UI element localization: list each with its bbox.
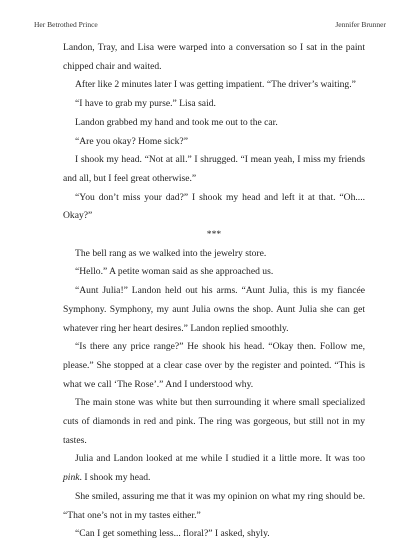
paragraph: I shook my head. “Not at all.” I shrugged. “I mean yeah, I miss my friends and all, but I feel great otherwise.” bbox=[63, 154, 365, 184]
header-book-title: Her Betrothed Prince bbox=[34, 20, 98, 29]
scene-break: *** bbox=[206, 229, 222, 241]
paragraph: After like 2 minutes later I was getting impatient. “The driver’s waiting.” bbox=[75, 79, 356, 91]
paragraph: “Are you okay? Home sick?” bbox=[75, 135, 188, 147]
paragraph: “Can I get something less... floral?” I asked, shyly. bbox=[75, 528, 270, 540]
julia-lead: Julia and Landon looked at me while I studied it a little more. It was too bbox=[75, 453, 365, 465]
paragraph: The bell rang as we walked into the jewelry store. bbox=[75, 247, 267, 259]
paragraph: Landon, Tray, and Lisa were warped into a conversation so I sat in the paint chipped chair and waited. bbox=[63, 42, 365, 72]
header-author: Jennifer Brunner bbox=[335, 20, 386, 29]
paragraph-julia bbox=[63, 450, 365, 487]
paragraph: “Hello.” A petite woman said as she approached us. bbox=[75, 266, 274, 278]
paragraph: “I have to grab my purse.” Lisa said. bbox=[75, 98, 216, 110]
page-body bbox=[63, 39, 365, 544]
paragraph: “Is there any price range?” He shook his head. “Okay then. Follow me, please.” She stopped at a clear case over by the register and pointed. “This is what we call ‘The Rose’.” And I understood why. bbox=[63, 341, 365, 390]
emphasis-word: pink bbox=[63, 472, 80, 484]
paragraph: “You don’t miss your dad?” I shook my head and left it at that. “Oh.... Okay?” bbox=[63, 191, 365, 222]
paragraph: She smiled, assuring me that it was my opinion on what my ring should be. “That one’s not in my tastes either.” bbox=[63, 490, 365, 521]
paragraph: “Aunt Julia!” Landon held out his arms. “Aunt Julia, this is my fiancée Symphony. Symphony, my aunt Julia owns the shop. Aunt Julia she can get whatever ring her heart desires.” Landon replied smoothly. bbox=[63, 285, 365, 334]
running-header bbox=[34, 20, 386, 29]
paragraph: The main stone was white but then surrounding it where small specialized cuts of diamonds in red and pink. The ring was gorgeous, but still not in my tastes. bbox=[63, 397, 365, 446]
julia-tail: . I shook my head. bbox=[79, 472, 151, 484]
paragraph: Landon grabbed my hand and took me out to the car. bbox=[75, 116, 278, 128]
